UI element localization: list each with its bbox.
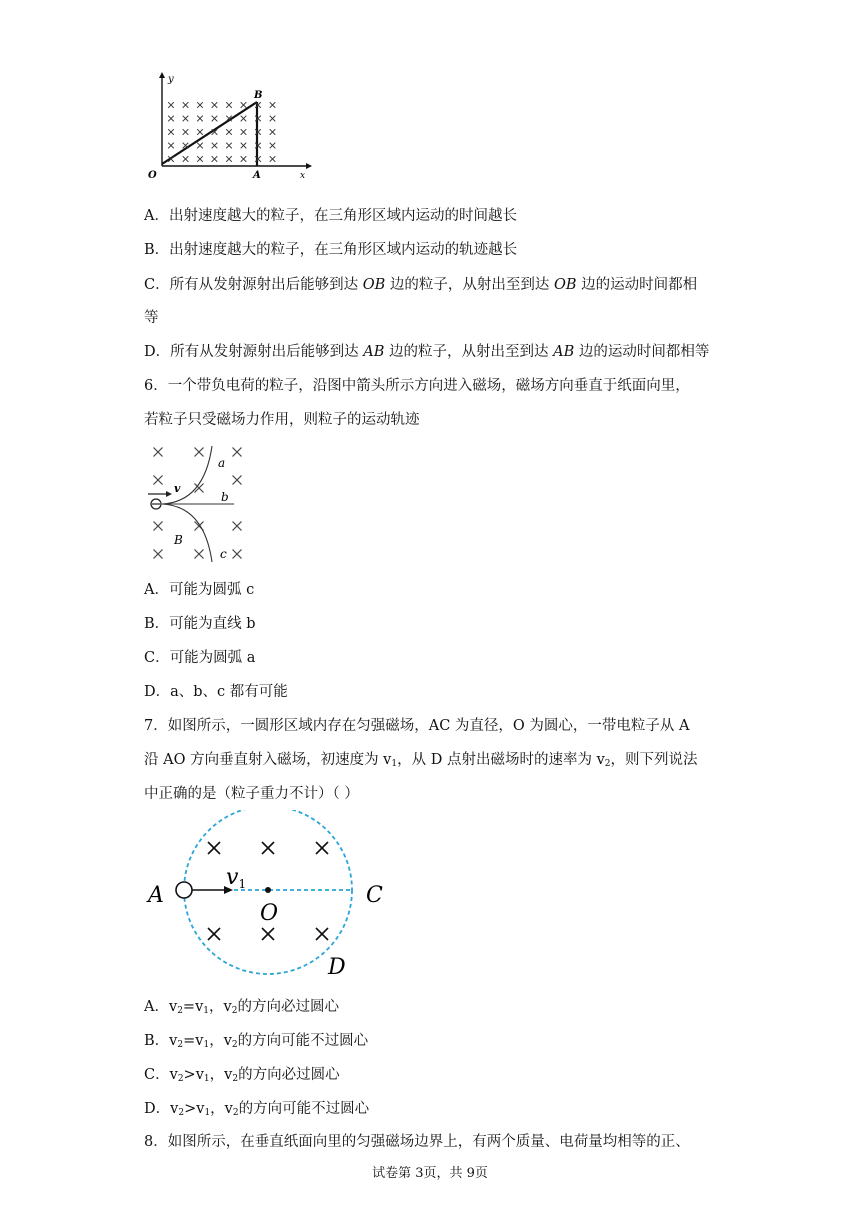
field-cross-icon (241, 156, 247, 162)
q7-stem-text: ，从 D 点射出磁场时的速率为 v (397, 752, 605, 768)
field-cross-icon (316, 842, 328, 854)
q5-option-d-text: 边的粒子，从射出至到达 (384, 344, 554, 360)
field-cross-icon (183, 156, 189, 162)
q7-option-b: B．$v_2=v_1$，$v_2$的方向可能不过圆心 (144, 1033, 369, 1050)
field-cross-icon (241, 143, 247, 149)
q5-origin-label: O (148, 170, 157, 181)
field-cross-icon (195, 550, 204, 559)
q7-figure (140, 810, 400, 985)
q7-stem-line3: 中正确的是（粒子重力不计）（ ） (144, 786, 359, 802)
field-cross-icon (154, 522, 163, 531)
field-cross-icon (226, 102, 232, 108)
q6-option-a: A．可能为圆弧 c (144, 582, 255, 598)
q7-option-d: D．$v_2>v_1$，$v_2$的方向可能不过圆心 (144, 1101, 370, 1118)
field-cross-icon (241, 129, 247, 135)
field-cross-icon (154, 476, 163, 485)
q5-option-d-text: 边的运动时间都相等 (574, 344, 710, 360)
field-cross-icon (208, 928, 220, 940)
q5-option-c-var: OB (362, 277, 386, 293)
field-cross-icon (226, 143, 232, 149)
q5-option-a: A．出射速度越大的粒子，在三角形区域内运动的时间越长 (144, 208, 517, 224)
field-cross-icon (212, 156, 218, 162)
field-cross-icon (270, 156, 276, 162)
q6-option-b: B．可能为直线 b (144, 616, 256, 632)
q7-stem-line2 (144, 750, 698, 774)
q5-figure (144, 70, 314, 182)
q6-field-b-label: B (174, 533, 183, 547)
field-cross-icon (212, 143, 218, 149)
field-cross-icon (183, 102, 189, 108)
field-cross-icon (270, 102, 276, 108)
q6-stem-line2: 若粒子只受磁场力作用，则粒子的运动轨迹 (144, 412, 420, 428)
page-footer: 试卷第 3页，共 9页 (372, 1166, 488, 1181)
q7-stem-text: 沿 AO 方向垂直射入磁场，初速度为 v (144, 752, 392, 768)
field-cross-icon (270, 129, 276, 135)
field-cross-icon (241, 102, 247, 108)
q7-point-d-label: D (328, 955, 346, 980)
field-cross-icon (270, 116, 276, 122)
field-cross-icon (168, 116, 174, 122)
q6-arc-a-label: a (218, 456, 226, 470)
field-cross-icon (270, 143, 276, 149)
field-cross-icon (233, 476, 242, 485)
q6-option-c: C．可能为圆弧 a (144, 650, 256, 666)
q5-option-c-text: 边的粒子，从射出至到达 (385, 277, 554, 293)
field-cross-icon (208, 842, 220, 854)
q5-point-b-label: B (254, 90, 263, 101)
q6-option-d: D．a、b、c 都有可能 (144, 684, 288, 700)
q5-option-c-var: OB (553, 277, 577, 293)
field-cross-icon (233, 550, 242, 559)
q5-point-a-label: A (253, 170, 261, 181)
q5-option-d-var: AB (363, 344, 385, 360)
field-cross-icon (154, 448, 163, 457)
q5-option-d-var: AB (553, 344, 575, 360)
q5-option-d-text: D．所有从发射源射出后能够到达 (144, 344, 364, 360)
field-cross-icon (212, 116, 218, 122)
field-cross-icon (195, 448, 204, 457)
field-cross-icon (197, 129, 203, 135)
q7-point-c-label: C (366, 883, 383, 908)
field-cross-icon (197, 102, 203, 108)
q5-y-label: y (168, 74, 174, 85)
field-cross-icon (197, 156, 203, 162)
field-cross-icon (154, 550, 163, 559)
field-cross-icon (262, 842, 274, 854)
field-cross-icon (183, 116, 189, 122)
field-cross-icon (197, 143, 203, 149)
field-cross-icon (168, 129, 174, 135)
field-cross-icon (212, 102, 218, 108)
q5-option-d (144, 342, 709, 362)
q6-stem-line1: 6．一个带负电荷的粒子，沿图中箭头所示方向进入磁场，磁场方向垂直于纸面向里， (144, 378, 690, 394)
q7-v1-label: v1 (226, 865, 247, 891)
q5-option-b: B．出射速度越大的粒子，在三角形区域内运动的轨迹越长 (144, 242, 518, 258)
field-cross-icon (262, 928, 274, 940)
field-cross-icon (197, 116, 203, 122)
field-cross-icon (233, 522, 242, 531)
q7-point-o-label: O (260, 901, 279, 926)
q7-stem-line1: 7．如图所示，一圆形区域内存在匀强磁场，AC 为直径，O 为圆心，一带电粒子从 A (144, 718, 690, 734)
q7-point-a-label: A (148, 883, 164, 908)
field-cross-icon (168, 143, 174, 149)
q5-option-c-continued: 等 (144, 310, 159, 326)
field-cross-icon (233, 448, 242, 457)
field-cross-icon (183, 129, 189, 135)
q5-option-c (144, 275, 697, 295)
q6-arc-c-label: c (220, 547, 227, 561)
q6-figure (144, 440, 250, 566)
q7-option-c: C．$v_2>v_1$，$v_2$的方向必过圆心 (144, 1067, 340, 1084)
field-cross-icon (168, 102, 174, 108)
q5-x-label: x (300, 171, 306, 181)
field-cross-icon (241, 116, 247, 122)
field-cross-icon (226, 129, 232, 135)
q6-line-b-label: b (221, 490, 229, 504)
field-cross-icon (226, 156, 232, 162)
q7-subscript: 1 (391, 759, 398, 769)
q5-option-c-text: 边的运动时间都相 (576, 277, 698, 293)
q5-option-c-text: C．所有从发射源射出后能够到达 (144, 277, 363, 293)
q8-stem-line1: 8．如图所示，在垂直纸面向里的匀强磁场边界上，有两个质量、电荷量均相等的正、 (144, 1134, 690, 1150)
field-cross-icon (316, 928, 328, 940)
q6-v-label: v (174, 482, 181, 495)
q7-subscript: 2 (604, 759, 611, 769)
q7-option-a: A．$v_2=v_1$，$v_2$的方向必过圆心 (144, 999, 339, 1016)
q7-stem-text: ，则下列说法 (610, 752, 698, 768)
